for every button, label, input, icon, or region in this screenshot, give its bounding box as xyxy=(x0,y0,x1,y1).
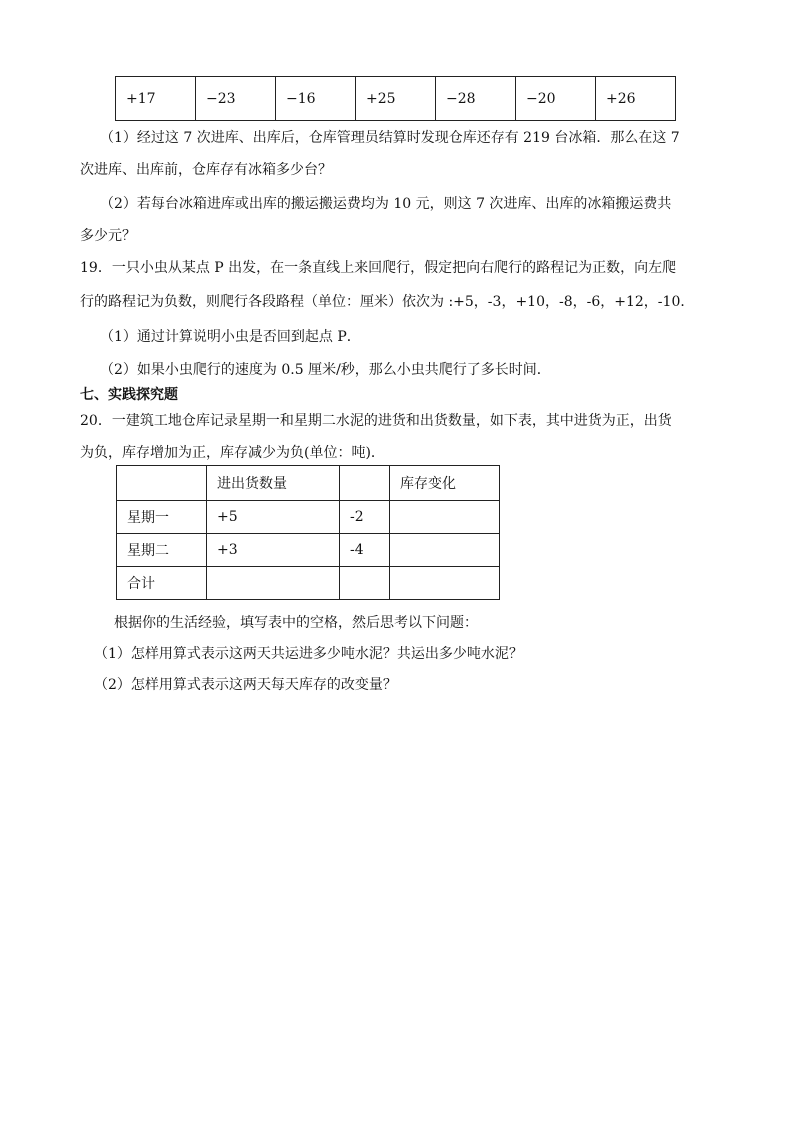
table-cell: −23 xyxy=(196,77,276,121)
table-header-cell: 库存变化 xyxy=(390,466,500,501)
table-row xyxy=(117,501,500,534)
table-header-cell xyxy=(117,466,207,501)
q19-line1: 19．一只小虫从某点 P 出发，在一条直线上来回爬行，假定把向右爬行的路程记为正数，向左爬 xyxy=(80,260,677,276)
table-cell: -2 xyxy=(340,501,390,534)
cement-stock-table xyxy=(116,465,500,600)
table-cell: 星期一 xyxy=(117,501,207,534)
table-row xyxy=(117,534,500,567)
q19-part1: （1）通过计算说明小虫是否回到起点 P． xyxy=(100,329,361,345)
warehouse-record-table xyxy=(115,76,676,121)
table-cell xyxy=(207,567,340,600)
table-cell: −20 xyxy=(516,77,596,121)
table-cell xyxy=(390,534,500,567)
q20-line2: 为负，库存增加为正，库存减少为负(单位：吨)． xyxy=(80,445,385,461)
table-cell: 星期二 xyxy=(117,534,207,567)
table-cell: +17 xyxy=(116,77,196,121)
table-cell xyxy=(340,567,390,600)
q18-part1-line1: （1）经过这 7 次进库、出库后，仓库管理员结算时发现仓库还存有 219 台冰箱．那么在这 7 xyxy=(100,130,680,146)
q19-part2: （2）如果小虫爬行的速度为 0.5 厘米/秒，那么小虫共爬行了多长时间． xyxy=(100,362,551,378)
table-cell: +25 xyxy=(356,77,436,121)
table-header-cell: 进出货数量 xyxy=(207,466,340,501)
table-cell xyxy=(390,567,500,600)
table-row xyxy=(116,77,676,121)
table-header-cell xyxy=(340,466,390,501)
table-cell: +26 xyxy=(596,77,676,121)
table-cell: +5 xyxy=(207,501,340,534)
q20-part2: （2）怎样用算式表示这两天每天库存的改变量？ xyxy=(94,677,397,693)
table-cell xyxy=(390,501,500,534)
table-cell: −16 xyxy=(276,77,356,121)
q18-part1-line2: 次进库、出库前，仓库存有冰箱多少台？ xyxy=(80,162,332,178)
q20-part1: （1）怎样用算式表示这两天共运进多少吨水泥？共运出多少吨水泥？ xyxy=(94,646,523,662)
table-cell: 合计 xyxy=(117,567,207,600)
q20-instruction: 根据你的生活经验，填写表中的空格，然后思考以下问题： xyxy=(114,615,478,631)
q18-part2-line2: 多少元？ xyxy=(80,228,136,244)
q18-part2-line1: （2）若每台冰箱进库或出库的搬运搬运费均为 10 元，则这 7 次进库、出库的冰箱搬运费共 xyxy=(100,196,672,212)
table-header-row xyxy=(117,466,500,501)
table-cell: -4 xyxy=(340,534,390,567)
table-row xyxy=(117,567,500,600)
table-cell: +3 xyxy=(207,534,340,567)
section-heading: 七、实践探究题 xyxy=(80,387,178,403)
q20-line1: 20．一建筑工地仓库记录星期一和星期二水泥的进货和出货数量，如下表，其中进货为正，出货 xyxy=(80,413,672,429)
q19-line2: 行的路程记为负数，则爬行各段路程（单位：厘米）依次为 :+5，-3，+10，-8，-6，+12，-10． xyxy=(80,294,695,310)
table-cell: −28 xyxy=(436,77,516,121)
